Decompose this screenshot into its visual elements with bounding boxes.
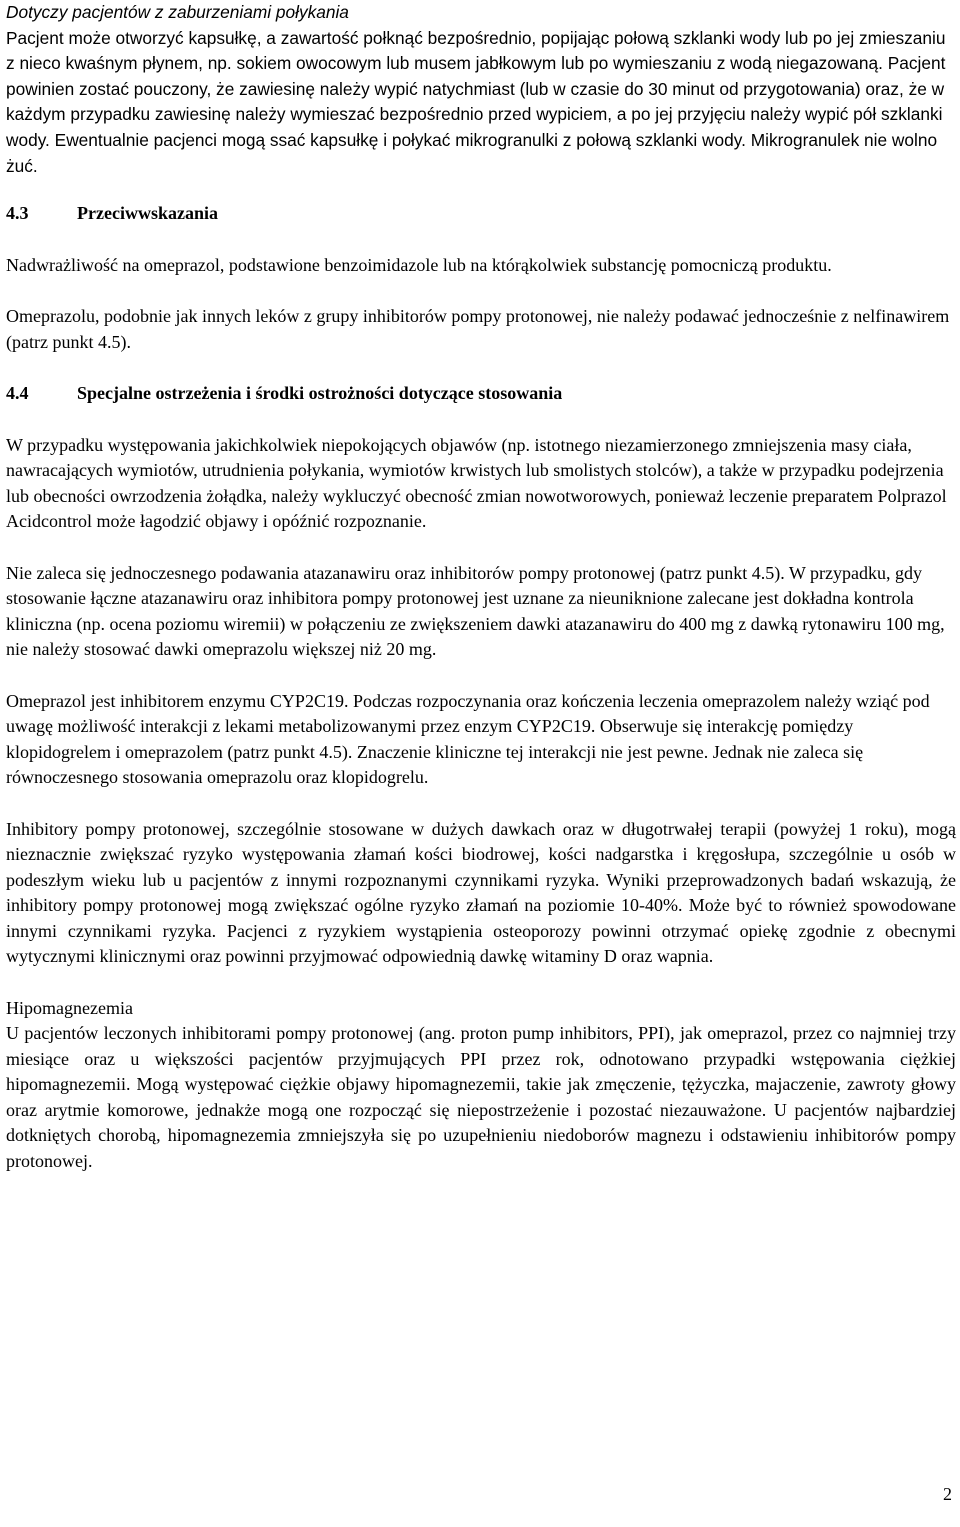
section-4-3-number: 4.3 xyxy=(6,203,29,224)
section-4-4-heading xyxy=(6,381,956,407)
section-4-3-heading xyxy=(6,201,956,227)
section-4-3-title: Przeciwwskazania xyxy=(77,203,218,224)
warnings-paragraph-2: Nie zaleca się jednoczesnego podawania atazanawiru oraz inhibitorów pompy protonowej (patrz punkt 4.5). W przypadku, gdy stosowanie łączne atazanawiru oraz inhibitora pompy protonowej jest uznane za nieuniknione zalecane jest dokładna kontrola kliniczna (np. ocena poziomu wiremii) w połączeniu ze zwiększeniem dawki atazanawiru do 400 mg z dawką rytonawiru 100 mg, nie należy stosować dawki omeprazolu większej niż 20 mg. xyxy=(6,562,945,660)
contraindication-paragraph-1: Nadwrażliwość na omeprazol, podstawione benzoimidazole lub na którąkolwiek substancję pomocniczą produktu. xyxy=(6,254,832,275)
swallowing-disorders-heading: Dotyczy pacjentów z zaburzeniami połykania xyxy=(6,2,349,22)
warnings-paragraph-4: Inhibitory pompy protonowej, szczególnie stosowane w dużych dawkach oraz w długotrwałej terapii (powyżej 1 roku), mogą nieznacznie zwiększać ryzyko występowania złamań kości biodrowej, kości nadgarstka i kręgosłupa, szczególnie u osób w podeszłym wieku lub u pacjentów z innymi rozpoznanymi czynnikami ryzyka. Wyniki przeprowadzonych badań wskazują, że inhibitory pompy protonowej mogą zwiększać ogólne ryzyko złamań na poziomie 10-40%. Może być to również spowodowane innymi czynnikami ryzyka. Pacjenci z ryzykiem wystąpienia osteoporozy powinni otrzymać opiekę zgodnie z obecnymi wytycznymi klinicznymi oraz powinni przyjmować odpowiednią dawkę witaminy D oraz wapnia. xyxy=(6,818,956,967)
section-4-4-title: Specjalne ostrzeżenia i środki ostrożności dotyczące stosowania xyxy=(77,383,563,404)
warnings-paragraph-1: W przypadku występowania jakichkolwiek niepokojących objawów (np. istotnego niezamierzonego zmniejszenia masy ciała, nawracających wymiotów, utrudnienia połykania, wymiotów krwistych lub smolistych stolców), a także w przypadku podejrzenia lub obecności owrzodzenia żołądka, należy wykluczyć obecność zmian nowotworowych, ponieważ leczenie preparatem Polprazol Acidcontrol może łagodzić objawy i opóźnić rozpoznanie. xyxy=(6,434,947,532)
hypomagnesemia-paragraph: U pacjentów leczonych inhibitorami pompy protonowej (ang. proton pump inhibitors, PPI), jak omeprazol, przez co najmniej trzy miesiące oraz u większości pacjentów przyjmujących PPI przez rok, odnotowano przypadki wstępowania ciężkiej hipomagnezemii. Mogą występować ciężkie objawy hipomagnezemii, takie jak zmęczenie, tężyczka, majaczenie, zawroty głowy oraz arytmie komorowe, jednakże mogą one rozpocząć się niepostrzeżenie i pozostać niezauważone. U pacjentów najbardziej dotkniętych chorobą, hipomagnezemia zmniejszyła się po uzupełnieniu niedoborów magnezu i odstawieniu inhibitorów pompy protonowej. xyxy=(6,1023,956,1171)
swallowing-instructions-paragraph: Pacjent może otworzyć kapsułkę, a zawartość połknąć bezpośrednio, popijając połową szklanki wody lub po jej zmieszaniu z nieco kwaśnym płynem, np. sokiem owocowym lub musem jabłkowym lub po wymieszaniu z wodą niegazowaną. Pacjent powinien zostać pouczony, że zawiesinę należy wypić natychmiast (lub w czasie do 30 minut od przygotowania) oraz, że w każdym przypadku zawiesinę należy wymieszać bezpośrednio przed wypiciem, a po jej przyjęciu należy wypić pół szklanki wody. Ewentualnie pacjenci mogą ssać kapsułkę i połykać mikrogranulki z połową szklanki wody. Mikrogranulek nie wolno żuć. xyxy=(6,27,946,176)
contraindication-paragraph-2: Omeprazolu, podobnie jak innych leków z grupy inhibitorów pompy protonowej, nie należy podawać jednocześnie z nelfinawirem (patrz punkt 4.5). xyxy=(6,306,950,352)
page-number: 2 xyxy=(943,1484,952,1504)
hypomagnesemia-heading: Hipomagnezemia xyxy=(6,997,133,1018)
document-page xyxy=(6,0,956,1174)
warnings-paragraph-3: Omeprazol jest inhibitorem enzymu CYP2C19. Podczas rozpoczynania oraz kończenia leczenia omeprazolem należy wziąć pod uwagę możliwość interakcji z lekami metabolizowanymi przez enzym CYP2C19. Obserwuje się interakcję pomiędzy klopidogrelem i omeprazolem (patrz punkt 4.5). Znaczenie kliniczne tej interakcji nie jest pewne. Jednak nie zaleca się równoczesnego stosowania omeprazolu oraz klopidogrelu. xyxy=(6,690,930,788)
section-4-4-number: 4.4 xyxy=(6,383,29,404)
